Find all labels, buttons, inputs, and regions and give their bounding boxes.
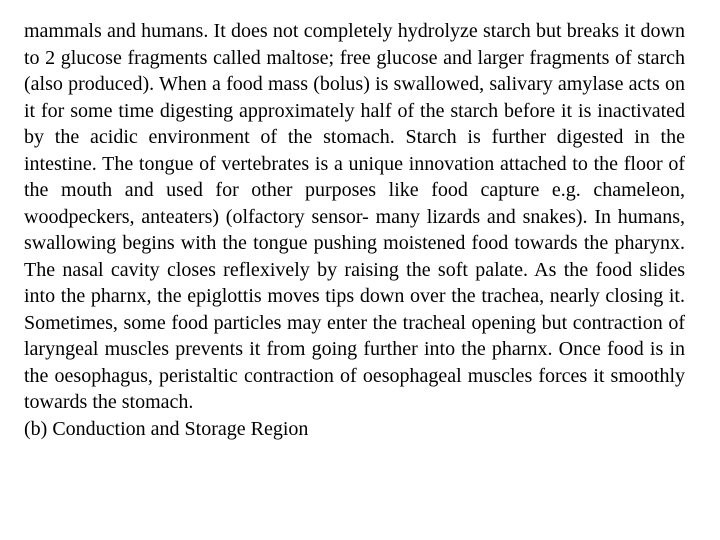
document-page bbox=[24, 18, 685, 442]
section-heading: (b) Conduction and Storage Region bbox=[24, 417, 309, 440]
body-paragraph: mammals and humans. It does not completely hydrolyze starch but breaks it down to 2 glucose fragments called maltose; free glucose and larger fragments of starch (also produced). When a food mass (bolus) is swallowed, salivary amylase acts on it for some time digesting approximately half of the starch before it is inactivated by the acidic environment of the stomach. Starch is further digested in the intestine. The tongue of vertebrates is a unique innovation attached to the floor of the mouth and used for other purposes like food capture e.g. chameleon, woodpeckers, anteaters) (olfactory sensor- many lizards and snakes). In humans, swallowing begins with the tongue pushing moistened food towards the pharynx. The nasal cavity closes reflexively by raising the soft palate. As the food slides into the pharnx, the epiglottis moves tips down over the trachea, nearly closing it. Sometimes, some food particles may enter the tracheal opening but contraction of laryngeal muscles prevents it from going further into the pharnx. Once food is in the oesophagus, peristaltic contraction of oesophageal muscles forces it smoothly towards the stomach. bbox=[24, 20, 685, 413]
